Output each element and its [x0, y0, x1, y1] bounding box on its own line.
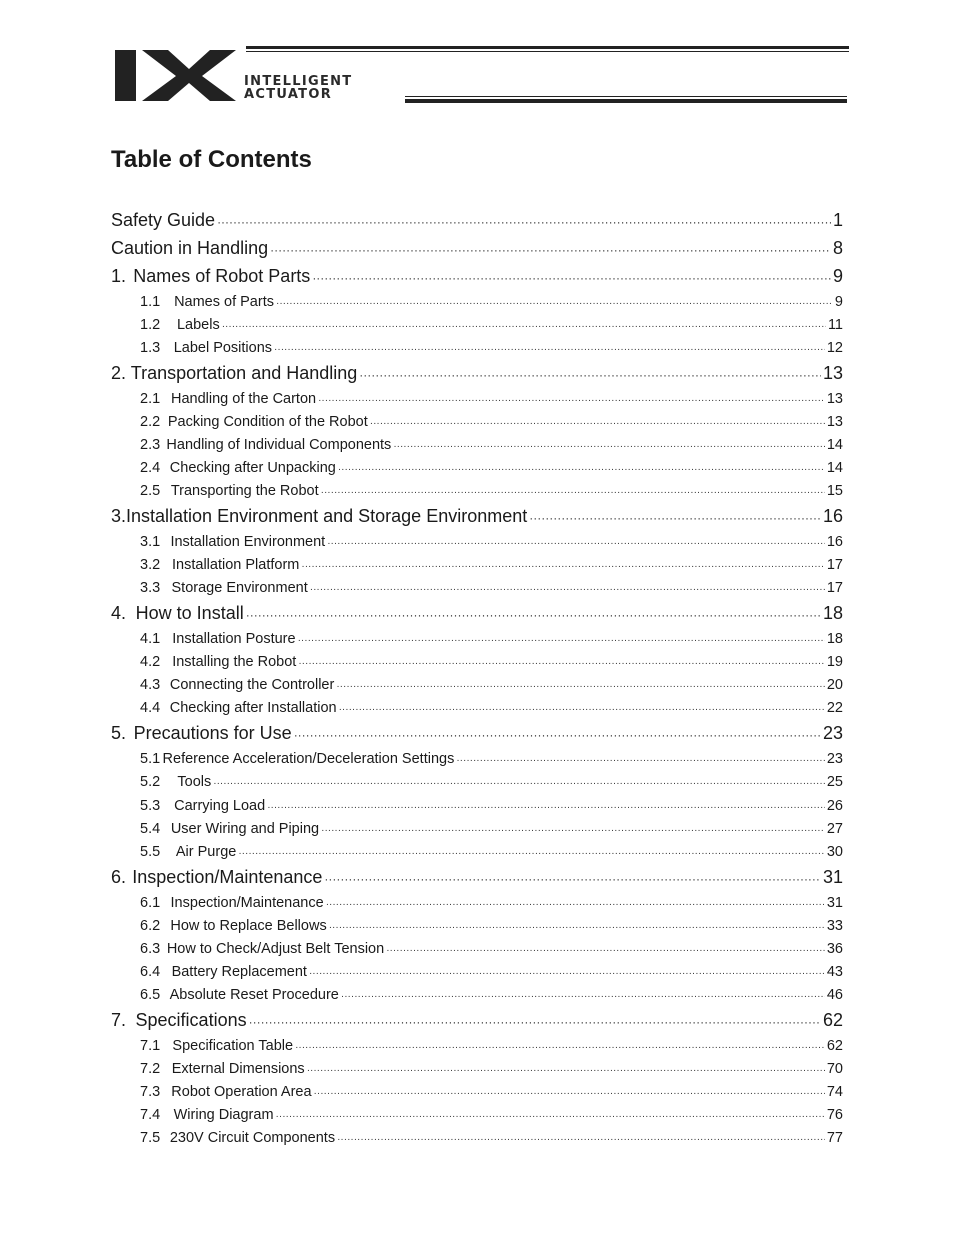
toc-subsection-row[interactable] [140, 677, 843, 697]
toc-title: Packing Condition of the Robot [167, 414, 368, 430]
toc-number: 7.1 [140, 1038, 161, 1054]
toc-title: Safety Guide [111, 210, 216, 230]
toc-dot-leader [276, 298, 833, 309]
toc-subsection-row[interactable] [140, 964, 843, 984]
toc-section-row[interactable] [111, 867, 843, 891]
toc-dot-leader [238, 848, 825, 859]
toc-title: Specification Table [172, 1038, 294, 1054]
toc-page-number: 77 [826, 1130, 843, 1146]
toc-number: 7.4 [140, 1107, 161, 1123]
toc-number: 2.3 [140, 437, 161, 453]
toc-number: 5. [111, 723, 127, 743]
toc-page-number: 16 [826, 534, 843, 550]
toc-number: 7. [111, 1010, 127, 1030]
toc-dot-leader [298, 658, 825, 669]
toc-page-number: 31 [826, 895, 843, 911]
toc-page-number: 31 [822, 867, 843, 887]
toc-page-number: 11 [827, 317, 843, 333]
toc-dot-leader [370, 418, 825, 429]
toc-dot-leader [213, 778, 825, 789]
toc-page-number: 36 [826, 941, 843, 957]
toc-number: 3.3 [140, 580, 161, 596]
toc-subsection-row[interactable] [140, 987, 843, 1007]
toc-page-number: 18 [822, 603, 843, 623]
toc-title: Installation Posture [172, 631, 296, 647]
toc-page-number: 17 [826, 557, 843, 573]
toc-dot-leader [327, 538, 825, 549]
toc-section-row[interactable] [111, 506, 843, 530]
toc-page-number: 19 [826, 654, 843, 670]
toc-number: 5.5 [140, 844, 161, 860]
header-rule-bottom-thin [405, 96, 847, 97]
toc-dot-leader [217, 215, 831, 229]
toc-section-row[interactable] [111, 238, 843, 262]
header-rule-top-thick [246, 46, 849, 49]
toc-number: 1.2 [140, 317, 161, 333]
toc-number: 6. [111, 867, 127, 887]
toc-title: 230V Circuit Components [169, 1130, 336, 1146]
toc-subsection-row[interactable] [140, 1084, 843, 1104]
toc-number: 4.1 [140, 631, 161, 647]
toc-subsection-row[interactable] [140, 534, 843, 554]
toc-page-number: 13 [822, 363, 843, 383]
toc-dot-leader [270, 243, 831, 257]
toc-subsection-row[interactable] [140, 414, 843, 434]
toc-number: 2. [111, 363, 127, 383]
toc-title: Names of Parts [174, 294, 274, 310]
toc-subsection-row[interactable] [140, 1061, 843, 1081]
toc-page-number: 15 [826, 483, 843, 499]
toc-subsection-row[interactable] [140, 751, 843, 771]
toc-page-number: 43 [826, 964, 843, 980]
toc-dot-leader [246, 608, 821, 622]
toc-title: Handling of Individual Components [166, 437, 392, 453]
toc-number: 5.2 [140, 774, 161, 790]
toc-section-row[interactable] [111, 266, 843, 290]
toc-number: 5.1 [140, 751, 161, 767]
toc-title: Inspection/Maintenance [170, 895, 324, 911]
logo-text-actuator: ACTUATOR [244, 87, 333, 102]
toc-page-number: 23 [822, 723, 843, 743]
toc-dot-leader [386, 945, 825, 956]
toc-number: 3.2 [140, 557, 161, 573]
toc-title: How to Replace Bellows [170, 918, 327, 934]
toc-page-number: 14 [826, 437, 843, 453]
toc-number: 2.2 [140, 414, 161, 430]
toc-dot-leader [309, 968, 825, 979]
toc-title: External Dimensions [171, 1061, 305, 1077]
toc-page-number: 8 [832, 238, 843, 258]
toc-number: 1. [111, 266, 127, 286]
toc-number: 2.4 [140, 460, 161, 476]
toc-title: Checking after Installation [169, 700, 337, 716]
toc-subsection-row[interactable] [140, 774, 843, 794]
toc-number: 6.3 [140, 941, 161, 957]
toc-dot-leader [312, 271, 831, 285]
toc-subsection-row[interactable] [140, 391, 843, 411]
toc-page-number: 13 [826, 414, 843, 430]
toc-page-number: 18 [826, 631, 843, 647]
toc-dot-leader [318, 395, 825, 406]
toc-page-number: 26 [826, 798, 843, 814]
toc-title: Handling of the Carton [171, 391, 317, 407]
toc-page-number: 27 [826, 821, 843, 837]
toc-subsection-row[interactable] [140, 580, 843, 600]
toc-dot-leader [336, 681, 825, 692]
toc-dot-leader [267, 802, 825, 813]
toc-dot-leader [249, 1015, 821, 1029]
toc-dot-leader [329, 922, 825, 933]
toc-title: Connecting the Controller [169, 677, 335, 693]
toc-title: Tools [177, 774, 212, 790]
toc-number: 7.5 [140, 1130, 161, 1146]
toc-dot-leader [274, 344, 825, 355]
toc-subsection-row[interactable] [140, 1130, 843, 1150]
toc-subsection-row[interactable] [140, 340, 843, 360]
toc-dot-leader [359, 368, 821, 382]
toc-subsection-row[interactable] [140, 821, 843, 841]
toc-title: Installation Platform [172, 557, 300, 573]
toc-number: 6.5 [140, 987, 161, 1003]
toc-number: 7.3 [140, 1084, 161, 1100]
toc-number: 1.1 [140, 294, 161, 310]
toc-subsection-row[interactable] [140, 557, 843, 577]
toc-section-row[interactable] [111, 723, 843, 747]
toc-page-number: 13 [826, 391, 843, 407]
toc-title: How to Install [135, 603, 244, 623]
toc-dot-leader [222, 321, 826, 332]
page-title: Table of Contents [111, 146, 312, 173]
toc-page-number: 23 [826, 751, 843, 767]
toc-number: 6.4 [140, 964, 161, 980]
toc-title: Storage Environment [171, 580, 308, 596]
ix-logo-mark [112, 46, 236, 102]
toc-title: Battery Replacement [171, 964, 307, 980]
toc-number: 5.4 [140, 821, 161, 837]
toc-title: Wiring Diagram [173, 1107, 274, 1123]
toc-subsection-row[interactable] [140, 941, 843, 961]
toc-dot-leader [321, 487, 825, 498]
toc-page-number: 17 [826, 580, 843, 596]
toc-dot-leader [276, 1111, 825, 1122]
toc-title: Checking after Unpacking [169, 460, 336, 476]
toc-title: Installation Environment and Storage Environment [126, 506, 528, 526]
toc-dot-leader [295, 1042, 825, 1053]
toc-subsection-row[interactable] [140, 631, 843, 651]
toc-number: 6.2 [140, 918, 161, 934]
toc-number: 4.4 [140, 700, 161, 716]
toc-number: 4.2 [140, 654, 161, 670]
toc-page-number: 14 [826, 460, 843, 476]
toc-subsection-row[interactable] [140, 918, 843, 938]
header-rule-top-thin [246, 51, 849, 52]
toc-number: 1.3 [140, 340, 161, 356]
toc-title: Precautions for Use [133, 723, 292, 743]
toc-dot-leader [456, 755, 825, 766]
toc-subsection-row[interactable] [140, 1038, 843, 1058]
toc-title: Air Purge [175, 844, 237, 860]
toc-page-number: 30 [826, 844, 843, 860]
toc-subsection-row[interactable] [140, 895, 843, 915]
toc-title: Robot Operation Area [171, 1084, 312, 1100]
toc-section-row[interactable] [111, 210, 843, 234]
toc-page-number: 16 [822, 506, 843, 526]
toc-page-number: 20 [826, 677, 843, 693]
toc-title: Label Positions [173, 340, 273, 356]
toc-number: 4. [111, 603, 127, 623]
toc-page-number: 22 [826, 700, 843, 716]
toc-page-number: 70 [826, 1061, 843, 1077]
toc-section-row[interactable] [111, 363, 843, 387]
toc-page-number: 62 [822, 1010, 843, 1030]
toc-title: Carrying Load [174, 798, 266, 814]
toc-dot-leader [294, 728, 821, 742]
toc-number: 5.3 [140, 798, 161, 814]
toc-title: Inspection/Maintenance [132, 867, 323, 887]
toc-dot-leader [301, 561, 825, 572]
toc-page-number: 62 [826, 1038, 843, 1054]
toc-title: Caution in Handling [111, 238, 269, 258]
toc-dot-leader [341, 991, 825, 1002]
toc-number: 3. [111, 506, 127, 526]
toc-title: Names of Robot Parts [133, 266, 311, 286]
toc-section-row[interactable] [111, 603, 843, 627]
header-rule-bottom-thick [405, 99, 847, 103]
toc-page-number: 76 [826, 1107, 843, 1123]
toc-title: Reference Acceleration/Deceleration Settings [162, 751, 455, 767]
toc-page-number: 9 [832, 266, 843, 286]
toc-number: 2.1 [140, 391, 161, 407]
toc-dot-leader [337, 1134, 825, 1145]
toc-title: User Wiring and Piping [170, 821, 320, 837]
toc-number: 2.5 [140, 483, 161, 499]
toc-page-number: 33 [826, 918, 843, 934]
toc-subsection-row[interactable] [140, 460, 843, 480]
toc-subsection-row[interactable] [140, 844, 843, 864]
toc-page-number: 12 [826, 340, 843, 356]
toc-subsection-row[interactable] [140, 1107, 843, 1127]
toc-dot-leader [321, 825, 825, 836]
toc-title: Installing the Robot [172, 654, 297, 670]
logo-text-intelligent: INTELLIGENT [244, 74, 353, 89]
toc-subsection-row[interactable] [140, 317, 843, 337]
toc-subsection-row[interactable] [140, 437, 843, 457]
toc-dot-leader [338, 464, 825, 475]
toc-dot-leader [326, 899, 825, 910]
toc-page-number: 9 [834, 294, 843, 310]
toc-subsection-row[interactable] [140, 700, 843, 720]
toc-dot-leader [529, 511, 821, 525]
toc-number: 7.2 [140, 1061, 161, 1077]
toc-subsection-row[interactable] [140, 483, 843, 503]
toc-title: Absolute Reset Procedure [169, 987, 339, 1003]
toc-subsection-row[interactable] [140, 798, 843, 818]
toc-page-number: 25 [826, 774, 843, 790]
toc-title: Specifications [135, 1010, 247, 1030]
toc-title: How to Check/Adjust Belt Tension [166, 941, 385, 957]
toc-title: Installation Environment [170, 534, 326, 550]
toc-number: 6.1 [140, 895, 161, 911]
toc-subsection-row[interactable] [140, 294, 843, 314]
toc-title: Transportation and Handling [130, 363, 358, 383]
toc-subsection-row[interactable] [140, 654, 843, 674]
toc-dot-leader [339, 704, 825, 715]
toc-dot-leader [393, 441, 825, 452]
toc-page-number: 46 [826, 987, 843, 1003]
toc-title: Labels [176, 317, 220, 333]
toc-dot-leader [307, 1065, 825, 1076]
toc-dot-leader [298, 635, 825, 646]
toc-dot-leader [310, 584, 825, 595]
toc-number: 3.1 [140, 534, 161, 550]
toc-page-number: 1 [832, 210, 843, 230]
toc-section-row[interactable] [111, 1010, 843, 1034]
toc-page-number: 74 [826, 1084, 843, 1100]
toc-number: 4.3 [140, 677, 161, 693]
toc-dot-leader [324, 872, 821, 886]
toc-title: Transporting the Robot [170, 483, 319, 499]
toc-dot-leader [314, 1088, 825, 1099]
